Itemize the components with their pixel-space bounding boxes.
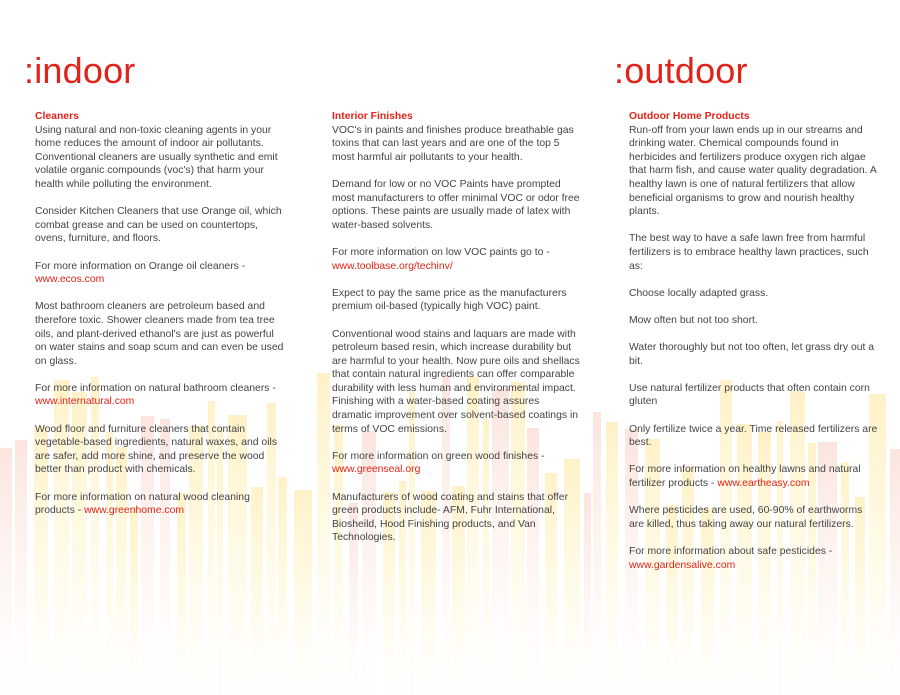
paragraph bbox=[629, 423, 879, 450]
paragraph bbox=[332, 246, 582, 273]
paragraph bbox=[629, 545, 879, 572]
paragraph bbox=[35, 423, 285, 477]
paragraph-text: For more information on Orange oil cleaners - bbox=[35, 260, 246, 272]
heading-outdoor: :outdoor bbox=[614, 50, 748, 91]
background-bar bbox=[15, 440, 27, 695]
section-title: Interior Finishes bbox=[332, 111, 413, 122]
resource-link[interactable]: www.gardensalive.com bbox=[629, 559, 736, 571]
paragraph-text: Water thoroughly but not too often, let grass dry out a bit. bbox=[629, 342, 875, 367]
paragraph-text: Wood floor and furniture cleaners that contain vegetable-based ingredients, natural waxes, and oils are safer, add more shine, and preserve the wood better than product with chemicals. bbox=[35, 423, 278, 476]
paragraph-text: Where pesticides are used, 60-90% of earthworms are killed, thus taking away our natural fertilizers. bbox=[629, 505, 863, 530]
paragraph-text: Use natural fertilizer products that often contain corn gluten bbox=[629, 382, 870, 408]
resource-link[interactable]: www.ecos.com bbox=[35, 274, 105, 286]
paragraph bbox=[332, 491, 582, 545]
paragraph-text: For more information on healthy lawns and natural fertilizer products - bbox=[629, 464, 861, 490]
paragraph-text: Demand for low or no VOC Paints have prompted most manufacturers to offer minimal VOC or odor free options. These paints are usually made of latex with water-based solvents. bbox=[332, 178, 580, 231]
column-interior-finishes bbox=[332, 110, 582, 545]
background-bar bbox=[0, 448, 12, 695]
paragraph-text: Consider Kitchen Cleaners that use Orange oil, which combat grease and can be used on countertops, ovens, furniture, and floors. bbox=[35, 206, 282, 245]
resource-link[interactable]: www.toolbase.org/techinv/ bbox=[332, 260, 453, 272]
background-bar bbox=[177, 493, 186, 695]
paragraph bbox=[629, 232, 879, 273]
background-bar bbox=[251, 487, 263, 695]
paragraph bbox=[332, 287, 582, 314]
paragraph bbox=[35, 124, 285, 192]
paragraph bbox=[35, 491, 285, 518]
paragraph-text: For more information on low VOC paints go to - bbox=[332, 246, 550, 258]
background-bar bbox=[130, 507, 138, 695]
resource-link[interactable]: www.internatural.com bbox=[35, 396, 135, 408]
paragraph-text: Most bathroom cleaners are petroleum based and therefore toxic. Shower cleaners made from tea tree oils, and plant-derived ethanol's are just as powerful on water stains and soap scum and can even be used on glass. bbox=[35, 301, 284, 367]
paragraph-text: Manufacturers of wood coating and stains that offer green products include- AFM, Fuhr International, Biosheild, Hood Finishing products, and Van Technologies. bbox=[332, 491, 569, 544]
heading-indoor: :indoor bbox=[24, 50, 136, 91]
background-bar bbox=[317, 373, 330, 695]
paragraph bbox=[35, 300, 285, 368]
paragraph bbox=[332, 450, 582, 477]
resource-link[interactable]: www.eartheasy.com bbox=[717, 478, 810, 490]
paragraph-text: VOC's in paints and finishes produce breathable gas toxins that can last years and are one of the top 5 most harmful air pollutants to your health. bbox=[332, 124, 574, 163]
section-title: Cleaners bbox=[35, 111, 79, 122]
paragraph bbox=[629, 287, 879, 301]
paragraph-text: Using natural and non-toxic cleaning agents in your home reduces the amount of indoor air pollutants. Conventional cleaners are usually synthetic and emit volatile organic compounds (voc's) that harm your health while polluting the environment. bbox=[35, 124, 278, 190]
paragraph bbox=[629, 382, 879, 409]
background-bar bbox=[593, 412, 601, 695]
paragraph bbox=[629, 504, 879, 531]
section-title: Outdoor Home Products bbox=[629, 111, 750, 122]
paragraph-text: The best way to have a safe lawn free from harmful fertilizers is to embrace healthy lawn practices, such as: bbox=[629, 233, 869, 272]
background-bar bbox=[606, 422, 618, 695]
column-outdoor-home-products bbox=[629, 110, 879, 572]
paragraph bbox=[332, 124, 582, 165]
paragraph-text: For more information on green wood finishes - bbox=[332, 450, 545, 462]
paragraph bbox=[629, 341, 879, 368]
background-bar bbox=[294, 490, 312, 695]
paragraph-text: Choose locally adapted grass. bbox=[629, 287, 769, 299]
paragraph bbox=[332, 328, 582, 437]
paragraph bbox=[35, 382, 285, 409]
column-cleaners bbox=[35, 110, 285, 518]
resource-link[interactable]: www.greenhome.com bbox=[84, 505, 185, 517]
paragraph-text: Expect to pay the same price as the manufacturers premium oil-based (typically high VOC) paint. bbox=[332, 287, 567, 313]
background-bar bbox=[890, 449, 900, 695]
paragraph-text: Only fertilize twice a year. Time released fertilizers are best. bbox=[629, 423, 878, 449]
paragraph-text: Conventional wood stains and laquars are made with petroleum based resin, which increase durability but are harmful to your health. Now pure oils and shellacs that contain natural ingredients can offer comparable durability with less human and environmental impact. Finishing with a water-based coating assures dramatic improvement over solvent-based coatings in terms of VOC emissions. bbox=[332, 328, 580, 435]
paragraph-text: For more information about safe pesticides - bbox=[629, 546, 833, 557]
background-bar bbox=[584, 493, 591, 695]
paragraph bbox=[629, 124, 879, 219]
paragraph bbox=[35, 205, 285, 246]
paragraph bbox=[629, 463, 879, 490]
paragraph bbox=[35, 260, 285, 287]
paragraph-text: For more information on natural bathroom cleaners - bbox=[35, 382, 276, 394]
paragraph bbox=[629, 314, 879, 328]
paragraph-text: Run-off from your lawn ends up in our streams and drinking water. Chemical compounds found in herbicides and fertilizers produce oxygen rich algae that harm fish, and cause water quality degradation. A healthy lawn is one of natural fertilizers that allow beneficial organisms to grow and nourish healthy plants. bbox=[629, 124, 877, 218]
resource-link[interactable]: www.greenseal.org bbox=[332, 464, 421, 476]
paragraph bbox=[332, 178, 582, 232]
paragraph-text: For more information on natural wood cleaning products - bbox=[35, 491, 250, 517]
paragraph-text: Mow often but not too short. bbox=[629, 314, 758, 326]
